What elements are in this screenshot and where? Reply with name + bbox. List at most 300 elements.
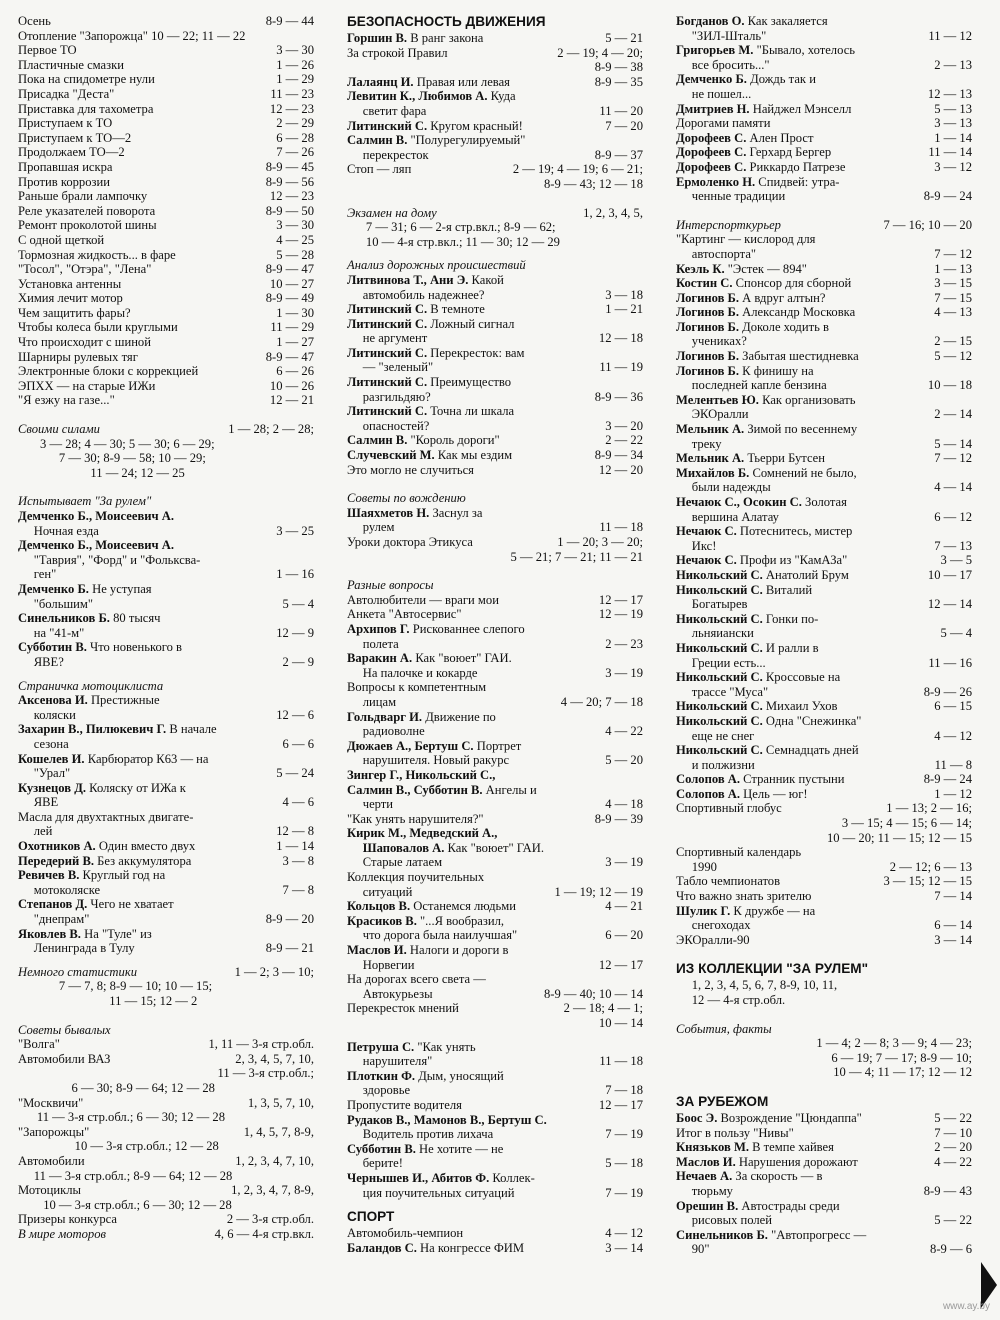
entry-title: Чтобы колеса были круглыми <box>18 320 178 335</box>
entry-reference: 1, 4, 5, 7, 8-9, <box>240 1125 314 1140</box>
index-entry <box>347 60 643 75</box>
entry-title: Никольский С. Кроссовые на <box>676 670 841 685</box>
entry-title: Дорофеев С. Риккардо Патрезе <box>676 159 846 174</box>
index-entry <box>676 758 972 773</box>
subsection-title: Своими силами <box>18 422 100 437</box>
index-entry <box>676 729 972 744</box>
entry-title: Кеэль К. "Эстек — 894" <box>676 261 807 276</box>
entry-title <box>347 60 350 74</box>
index-entry <box>676 14 972 29</box>
index-entry <box>347 593 643 608</box>
spacer <box>347 564 643 578</box>
index-entry <box>347 360 643 375</box>
entry-reference: 6 — 6 <box>279 737 314 752</box>
index-entry <box>676 102 972 117</box>
index-entry <box>347 535 643 550</box>
entry-title: что дорога была наилучшая" <box>347 928 518 943</box>
index-entry <box>18 795 314 810</box>
entry-reference: 3 — 12 <box>930 160 972 175</box>
entry-title: Литинский С. Точна ли шкала <box>347 404 515 419</box>
index-entry <box>347 1171 643 1186</box>
entry-title: Петруша С. "Как унять <box>347 1039 476 1054</box>
index-entry <box>676 378 972 393</box>
index-entry <box>676 43 972 58</box>
entry-reference: 7 — 20 <box>601 119 643 134</box>
subsection-heading <box>676 218 972 233</box>
entry-reference: 10 — 18 <box>924 378 972 393</box>
index-entry <box>676 1199 972 1214</box>
subsection-title: Экзамен на дому <box>347 205 437 220</box>
index-entry <box>18 58 314 73</box>
index-entry <box>676 524 972 539</box>
index-entry <box>676 1065 972 1080</box>
subsection-title: Страничка мотоциклиста <box>18 678 164 693</box>
entry-reference: 10 — 4; 11 — 17; 12 — 12 <box>829 1065 972 1080</box>
entry-title: Маслов И. Налоги и дороги в <box>347 943 509 958</box>
entry-title: Дюжаев А., Бертуш С. Портрет <box>347 738 522 753</box>
entry-reference: 2 — 19; 4 — 20; <box>553 46 643 61</box>
entry-title: ция поучительных ситуаций <box>347 1185 515 1200</box>
entry-reference: 12 — 21 <box>266 393 314 408</box>
index-entry <box>676 1213 972 1228</box>
entry-reference: 7 — 12 <box>930 451 972 466</box>
entry-title: автоспорта" <box>676 246 757 261</box>
entry-reference: 1, 11 — 3-я стр.обл. <box>204 1037 314 1052</box>
subsection-heading <box>347 578 643 593</box>
index-entry <box>18 693 314 708</box>
entry-title: "Картинг — кислород для <box>676 232 816 247</box>
entry-title: Пропавшая искра <box>18 159 113 174</box>
index-entry <box>347 899 643 914</box>
index-entry <box>347 651 643 666</box>
entry-title: Приступаем к ТО <box>18 116 113 131</box>
entry-reference: 11 — 23 <box>266 87 314 102</box>
entry-title: Ремонт проколотой шины <box>18 218 157 233</box>
index-entry <box>18 335 314 350</box>
index-entry <box>676 58 972 73</box>
entry-title: не пошел... <box>676 86 752 101</box>
entry-reference: 3 — 13 <box>930 116 972 131</box>
subsection-title: Советы по вождению <box>347 491 466 506</box>
entry-title: Это могло не случиться <box>347 462 474 477</box>
index-entry <box>347 826 643 841</box>
section-heading: БЕЗОПАСНОСТЬ ДВИЖЕНИЯ <box>347 14 546 29</box>
entry-reference: 5 — 21 <box>601 31 643 46</box>
entry-title: Никольский С. Виталий <box>676 582 813 597</box>
index-entry <box>676 583 972 598</box>
entry-reference: 5 — 12 <box>930 349 972 364</box>
index-entry <box>347 550 643 565</box>
entry-title: Табло чемпионатов <box>676 874 781 889</box>
entry-title: Мотоциклы <box>18 1183 81 1198</box>
index-entry <box>347 870 643 885</box>
index-entry <box>347 317 643 332</box>
index-entry <box>676 597 972 612</box>
index-entry <box>676 189 972 204</box>
entry-title: Пластичные смазки <box>18 57 124 72</box>
entry-title: Синельников Б. "Автопрогресс — <box>676 1227 867 1242</box>
column-1 <box>18 14 314 1242</box>
entry-reference: 8-9 — 47 <box>262 350 314 365</box>
entry-title: Плоткин Ф. Дым, уносящий <box>347 1068 504 1083</box>
entry-reference: 1 — 27 <box>272 335 314 350</box>
entry-reference: 3 — 14 <box>930 933 972 948</box>
entry-title: ситуаций <box>347 884 413 899</box>
entry-reference: 1 — 14 <box>272 839 314 854</box>
entry-reference: 4, 6 — 4-я стр.вкл. <box>211 1227 314 1242</box>
index-entry <box>18 626 314 641</box>
entry-reference: 1 — 16 <box>272 567 314 582</box>
entry-title: Баландов С. На конгрессе ФИМ <box>347 1240 525 1255</box>
column-2 <box>347 14 643 1255</box>
entry-title: На дорогах всего света — <box>347 972 486 987</box>
entry-reference: 4 — 14 <box>930 480 972 495</box>
entry-reference: 7 — 13 <box>930 539 972 554</box>
index-entry <box>347 89 643 104</box>
index-entry <box>18 320 314 335</box>
index-entry <box>18 1183 314 1198</box>
index-entry <box>18 752 314 767</box>
entry-reference: 5 — 22 <box>930 1213 972 1228</box>
entry-reference: 8-9 — 26 <box>920 685 972 700</box>
watermark: www.ay.by <box>942 1301 990 1312</box>
entry-title: Логинов Б. К финишу на <box>676 363 814 378</box>
index-entry <box>347 885 643 900</box>
index-entry <box>676 72 972 87</box>
entry-reference: 1 — 4; 2 — 8; 3 — 9; 4 — 23; <box>812 1036 972 1051</box>
entry-reference: 5 — 18 <box>601 1156 643 1171</box>
entry-title <box>347 177 350 191</box>
entry-title: "Как унять нарушителя?" <box>347 811 484 826</box>
entry-title: Осень <box>18 14 51 28</box>
entry-title: Дорофеев С. Ален Прост <box>676 130 814 145</box>
index-entry <box>676 1242 972 1257</box>
entry-title: опасностей? <box>347 418 430 433</box>
entry-reference: 11 — 16 <box>924 656 972 671</box>
index-entry <box>347 148 643 163</box>
index-entry <box>347 666 643 681</box>
entry-reference: 7 — 19 <box>601 1127 643 1142</box>
entry-title: Нечаюк С., Осокин С. Золотая <box>676 495 847 509</box>
index-entry <box>18 393 314 408</box>
index-entry <box>18 1052 314 1067</box>
subsection-heading <box>676 1022 972 1037</box>
index-entry <box>18 941 314 956</box>
entry-title: Мельник А. Зимой по весеннему <box>676 422 858 437</box>
entry-reference: 7 — 18 <box>601 1083 643 1098</box>
entry-reference: 7 — 8 <box>279 883 314 898</box>
index-entry <box>347 177 643 192</box>
spacer <box>676 204 972 218</box>
index-entry <box>347 607 643 622</box>
index-entry <box>676 320 972 335</box>
index-entry <box>347 622 643 637</box>
entry-title: Аксенова И. Престижные <box>18 693 160 708</box>
entry-title: Итог в пользу "Нивы" <box>676 1125 794 1140</box>
entry-reference: 12 — 17 <box>595 958 643 973</box>
entry-title: Автомобили ВАЗ <box>18 1051 111 1066</box>
entry-reference: 2 — 3-я стр.обл. <box>223 1212 314 1227</box>
entry-reference: 2 — 22 <box>601 433 643 448</box>
entry-title: Автомобили <box>18 1153 85 1168</box>
entry-reference: 8-9 — 45 <box>262 160 314 175</box>
entry-title: Красиков В. "...Я вообразил, <box>347 913 505 928</box>
index-entry <box>347 404 643 419</box>
entry-title: радиоволне <box>347 724 425 739</box>
entry-title: Старые латаем <box>347 855 443 870</box>
index-entry <box>347 302 643 317</box>
entry-title: Никольский С. Семнадцать дней <box>676 743 859 758</box>
index-entry <box>18 1110 314 1125</box>
entry-title: "Я езжу на газе..." <box>18 393 115 408</box>
index-entry <box>676 291 972 306</box>
entry-title: Литинский С. В темноте <box>347 302 485 317</box>
index-entry <box>347 1054 643 1069</box>
entry-reference: 7 — 10 <box>930 1126 972 1141</box>
entry-title: ЭПХХ — на старые ИЖи <box>18 378 156 393</box>
index-entry <box>347 1113 643 1128</box>
index-entry <box>347 1069 643 1084</box>
index-entry <box>676 262 972 277</box>
section-heading: СПОРТ <box>347 1209 395 1225</box>
entry-reference: 5 — 24 <box>272 766 314 781</box>
index-entry <box>676 510 972 525</box>
entry-title: Солопов А. Странник пустыни <box>676 772 845 787</box>
entry-reference: 1, 2, 3, 4, 7, 8-9, <box>227 1183 314 1198</box>
entry-title: Электронные блоки с коррекцией <box>18 364 199 379</box>
index-entry <box>18 145 314 160</box>
index-entry <box>676 232 972 247</box>
entry-reference: 11 — 3-я стр.обл.; <box>214 1066 314 1081</box>
index-entry <box>676 993 972 1008</box>
entry-title: Что происходит с шиной <box>18 335 151 350</box>
index-entry <box>18 43 314 58</box>
entry-reference: 12 — 23 <box>266 189 314 204</box>
index-entry <box>347 1083 643 1098</box>
index-entry <box>18 189 314 204</box>
entry-reference: 10 — 14 <box>595 1016 643 1031</box>
index-entry <box>347 768 643 783</box>
entry-reference: 4 — 12 <box>930 729 972 744</box>
entry-title: Литинский С. Преимущество <box>347 375 512 390</box>
index-entry <box>18 553 314 568</box>
entry-title: "Урал" <box>18 766 71 781</box>
spacer <box>18 480 314 494</box>
index-entry <box>676 1051 972 1066</box>
index-entry <box>676 1155 972 1170</box>
entry-title: 7 — 31; 6 — 2-я стр.вкл.; 8-9 — 62; <box>347 220 556 235</box>
entry-reference: 10 — 17 <box>924 568 972 583</box>
entry-title: светит фара <box>347 103 427 118</box>
index-entry <box>18 854 314 869</box>
entry-reference: 3 — 14 <box>601 1241 643 1256</box>
entry-title: лицам <box>347 694 397 709</box>
entry-reference: 3 — 18 <box>601 288 643 303</box>
entry-title: Яковлев В. На "Туле" из <box>18 926 152 941</box>
entry-title: Против коррозии <box>18 174 110 189</box>
entry-reference: 3 — 20 <box>601 419 643 434</box>
index-entry <box>347 346 643 361</box>
entry-reference: 1, 2, 3, 4, 7, 10, <box>231 1154 314 1169</box>
entry-title: "Москвичи" <box>18 1095 84 1110</box>
index-entry <box>347 119 643 134</box>
entry-title: Уроки доктора Этикуса <box>347 535 473 549</box>
entry-title: Рудаков В., Мамонов В., Бертуш С. <box>347 1112 547 1127</box>
entry-reference: 4 — 13 <box>930 305 972 320</box>
entry-title: Салмин В. "Король дороги" <box>347 433 500 448</box>
index-entry <box>676 816 972 831</box>
index-entry <box>347 506 643 521</box>
entry-reference: 8-9 — 36 <box>591 390 643 405</box>
entry-title: "Тосол", "Отэра", "Лена" <box>18 262 152 277</box>
index-entry <box>347 637 643 652</box>
index-entry <box>676 612 972 627</box>
entry-title: Боос Э. Возрождение "Цюндаппа" <box>676 1110 862 1125</box>
index-entry <box>18 597 314 612</box>
index-entry <box>676 553 972 568</box>
index-entry <box>18 1066 314 1081</box>
entry-title: Водитель против лихача <box>347 1127 494 1142</box>
subsection-heading <box>347 206 643 221</box>
entry-reference: 5 — 28 <box>272 248 314 263</box>
entry-title: Призеры конкурса <box>18 1212 117 1227</box>
entry-title <box>676 1051 679 1065</box>
entry-title: Кольцов В. Останемся людьми <box>347 899 516 914</box>
index-entry <box>676 1228 972 1243</box>
entry-title: Тормозная жидкость... в фаре <box>18 247 176 262</box>
entry-title: Реле указателей поворота <box>18 203 156 218</box>
entry-reference: 3 — 19 <box>601 855 643 870</box>
index-entry <box>676 334 972 349</box>
entry-title: 90" <box>676 1242 710 1257</box>
entry-reference: 6 — 20 <box>601 928 643 943</box>
entry-title: Случевский М. Как мы ездим <box>347 448 513 463</box>
entry-title: Коллекция поучительных <box>347 870 485 885</box>
entry-reference: 4 — 18 <box>601 797 643 812</box>
column-3 <box>676 14 972 1257</box>
index-entry <box>347 419 643 434</box>
index-entry <box>347 235 643 250</box>
entry-reference: 10 — 26 <box>266 379 314 394</box>
entry-title: Богатырев <box>676 597 748 612</box>
entry-reference: 3 — 8 <box>279 854 314 869</box>
entry-title: ЯВЕ? <box>18 654 64 669</box>
index-entry <box>676 904 972 919</box>
index-entry <box>676 641 972 656</box>
index-entry <box>18 102 314 117</box>
entry-reference: 12 — 23 <box>266 102 314 117</box>
entry-reference: 2 — 29 <box>272 116 314 131</box>
index-entry <box>18 451 314 466</box>
entry-title: 11 — 3-я стр.обл.; 8-9 — 64; 12 — 28 <box>18 1168 233 1183</box>
entry-title: Чем защитить фары? <box>18 305 131 320</box>
entry-reference: 8-9 — 37 <box>591 148 643 163</box>
entry-reference: 1 — 14 <box>930 131 972 146</box>
spacer <box>347 192 643 206</box>
entry-reference: 1, 2, 3, 4, 5, <box>579 206 643 221</box>
entry-reference: 3 — 5 <box>937 553 972 568</box>
index-entry <box>676 466 972 481</box>
entry-title: Лалаянц И. Правая или левая <box>347 74 510 89</box>
index-entry <box>18 897 314 912</box>
index-entry <box>18 116 314 131</box>
index-entry <box>347 1098 643 1113</box>
entry-title: Химия лечит мотор <box>18 291 123 306</box>
entry-title: Шаповалов А. Как "воюет" ГАИ. <box>347 840 544 855</box>
entry-title: Отопление "Запорожца" 10 — 22; 11 — 22 <box>18 28 246 43</box>
entry-title: Спортивный календарь <box>676 845 802 860</box>
entry-title: Присадка "Деста" <box>18 86 115 101</box>
entry-reference: 12 — 13 <box>924 87 972 102</box>
index-entry <box>347 1016 643 1031</box>
entry-reference: 7 — 12 <box>930 247 972 262</box>
entry-title: Демченко Б. Не уступая <box>18 581 152 596</box>
entry-reference: 2, 3, 4, 5, 7, 10, <box>231 1052 314 1067</box>
entry-reference: 8-9 — 24 <box>920 189 972 204</box>
entry-title: Солопов А. Цель — юг! <box>676 786 808 801</box>
entry-reference: 5 — 4 <box>279 597 314 612</box>
entry-title: Литинский С. Перекресток: вам <box>347 345 525 360</box>
entry-title: Логинов Б. А вдруг алтын? <box>676 290 826 305</box>
entry-reference: 8-9 — 50 <box>262 204 314 219</box>
entry-reference: 5 — 21; 7 — 21; 11 — 21 <box>507 550 643 565</box>
entry-reference: 2 — 20 <box>930 1140 972 1155</box>
entry-title: учениках? <box>676 334 747 349</box>
entry-reference: 2 — 19; 4 — 19; 6 — 21; <box>509 162 643 177</box>
entry-reference: 2 — 13 <box>930 58 972 73</box>
entry-title: Князьков М. В темпе хайвея <box>676 1140 834 1155</box>
index-entry <box>18 994 314 1009</box>
entry-title: ген" <box>18 567 57 582</box>
entry-title: рулем <box>347 520 395 535</box>
subsection-heading <box>347 491 643 506</box>
entry-title: Архипов Г. Рискованнее слепого <box>347 621 525 636</box>
entry-title: "ЗИЛ-Шталь" <box>676 28 767 43</box>
index-entry <box>676 160 972 175</box>
entry-reference: 8-9 — 43 <box>920 1184 972 1199</box>
index-entry <box>347 958 643 973</box>
entry-title: Орешин В. Автострады среди <box>676 1198 840 1213</box>
index-entry <box>347 710 643 725</box>
index-entry <box>676 495 972 510</box>
index-entry <box>18 72 314 87</box>
index-entry <box>18 248 314 263</box>
index-entry <box>347 1127 643 1142</box>
entry-title: 10 — 3-я стр.обл.; 6 — 30; 12 — 28 <box>18 1197 232 1212</box>
index-entry <box>18 364 314 379</box>
entry-title: Нечаюк С. Потеснитесь, мистер <box>676 524 853 539</box>
index-entry <box>347 375 643 390</box>
entry-title: Раньше брали лампочку <box>18 189 148 204</box>
entry-reference: 7 — 26 <box>272 145 314 160</box>
index-entry <box>18 722 314 737</box>
entry-title: Охотников А. Один вместо двух <box>18 839 196 854</box>
index-entry <box>18 1169 314 1184</box>
index-entry <box>347 724 643 739</box>
entry-reference: 3 — 15; 4 — 15; 6 — 14; <box>838 816 972 831</box>
index-entry <box>18 131 314 146</box>
index-entry <box>676 480 972 495</box>
spacer <box>676 1080 972 1094</box>
entry-reference: 12 — 17 <box>595 1098 643 1113</box>
index-entry <box>18 29 314 44</box>
entry-reference: 3 — 19 <box>601 666 643 681</box>
entry-title: Богданов О. Как закаляется <box>676 14 828 28</box>
index-entry <box>347 520 643 535</box>
entry-title: Логинов Б. Александр Московка <box>676 305 856 320</box>
entry-reference: 1 — 28; 2 — 28; <box>224 422 314 437</box>
entry-title: Никольский С. Одна "Снежинка" <box>676 713 862 728</box>
